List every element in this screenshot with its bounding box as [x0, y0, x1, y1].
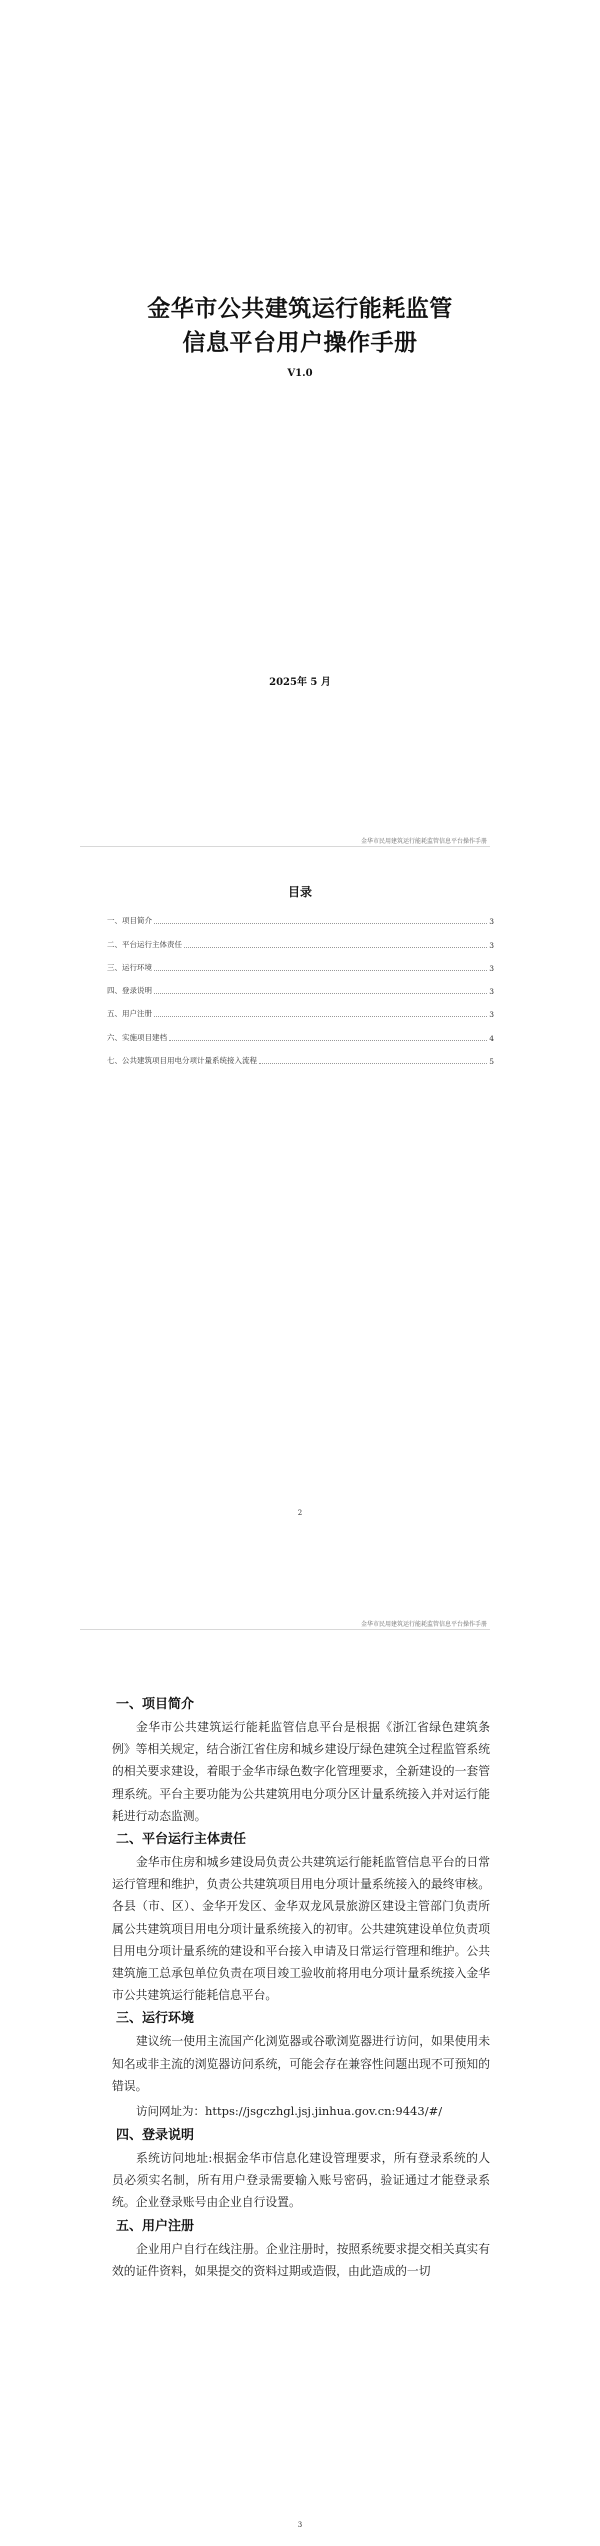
toc-entry-label: 四、登录说明 — [107, 986, 152, 996]
toc-leader — [184, 947, 487, 948]
toc-entry-label: 二、平台运行主体责任 — [107, 939, 182, 949]
toc-title: 目录 — [287, 885, 312, 899]
section-responsibility — [112, 1829, 490, 2006]
toc-entry[interactable] — [107, 950, 494, 973]
toc-leader — [154, 993, 487, 994]
toc-leader — [169, 1040, 487, 1041]
cover-version: V1.0 — [287, 368, 313, 379]
toc-leader — [154, 923, 487, 924]
access-url[interactable]: 访问网址为：https://jsgczhgl.jsj.jinhua.gov.cn:9443/#/ — [136, 2104, 443, 2119]
section-heading: 三、运行环境 — [116, 2011, 195, 2027]
header-rule — [80, 846, 490, 847]
cover-date: 2025年 5 月 — [269, 677, 331, 688]
toc-entry-page: 3 — [489, 940, 494, 950]
toc-entry-page: 4 — [489, 1033, 494, 1043]
toc-entry-page: 3 — [489, 1010, 494, 1020]
section-heading: 五、用户注册 — [116, 2218, 195, 2234]
section-paragraph: 金华市住房和城乡建设局负责公共建筑运行能耗监管信息平台的日常运行管理和维护，负责公共建筑项目用电分项计量系统接入的最终审核。各县（市、区）、金华开发区、金华双龙风景旅游区建设主管部门负责所属公共建筑项目用电分项计量系统接入的初审。公共建筑建设单位负责项目用电分项计量系统的建设和平台接入申请及日常运行管理和维护。公共建筑施工总承包单位负责在项目竣工验收前将用电分项计量系统接入金华市公共建筑运行能耗信息平台。 — [112, 1855, 490, 2003]
section-heading: 一、项目简介 — [116, 1697, 195, 1712]
page-number: 2 — [297, 1509, 303, 1517]
toc-entry[interactable] — [107, 996, 494, 1019]
section-login — [112, 2125, 490, 2214]
section-paragraph: 金华市公共建筑运行能耗监管信息平台是根据《浙江省绿色建筑条例》等相关规定，结合浙江省住房和城乡建设厅绿色建筑全过程监管系统的相关要求建设，着眼于金华市绿色数字化管理要求，全新建设的一套管理系统。平台主要功能为公共建筑用电分项分区计量系统接入并对运行能耗进行动态监测。 — [112, 1720, 490, 1823]
section-paragraph: 建议统一使用主流国产化浏览器或谷歌浏览器进行访问，如果使用未知名或非主流的浏览器访问系统，可能会存在兼容性问题出现不可预知的错误。 — [112, 2034, 490, 2093]
toc-entry-page: 3 — [489, 987, 494, 997]
toc-leader — [259, 1063, 487, 1064]
toc-entry[interactable] — [107, 1043, 494, 1066]
running-header: 金华市民用建筑运行能耗监管信息平台操作手册 — [360, 1621, 487, 1628]
cover-title-line-2: 信息平台用户操作手册 — [182, 329, 418, 356]
toc-entry-label: 三、运行环境 — [107, 962, 152, 972]
header-rule — [80, 1629, 490, 1630]
section-registration — [112, 2216, 490, 2282]
toc-entry-label: 六、实施项目建档 — [107, 1032, 167, 1042]
section-environment — [112, 2008, 490, 2123]
toc-entry[interactable] — [107, 1019, 494, 1042]
toc-entry[interactable] — [107, 973, 494, 996]
content-body — [112, 1694, 490, 2284]
toc-entry-label: 一、项目简介 — [107, 916, 152, 926]
section-project-intro — [112, 1694, 490, 1827]
toc-leader — [154, 970, 487, 971]
toc-entry-page: 3 — [489, 963, 494, 973]
page-number: 3 — [297, 2521, 303, 2529]
toc-entry[interactable] — [107, 903, 494, 926]
section-heading: 二、平台运行主体责任 — [116, 1832, 247, 1848]
toc-entry[interactable] — [107, 926, 494, 949]
toc-entry-page: 3 — [489, 917, 494, 927]
toc-entry-label: 七、公共建筑项目用电分项计量系统接入流程 — [107, 1056, 257, 1066]
section-paragraph: 系统访问地址:根据金华市信息化建设管理要求，所有登录系统的人员必须实名制，所有用户登录需要输入账号密码，验证通过才能登录系统。企业登录账号由企业自行设置。 — [112, 2151, 490, 2210]
section-paragraph: 企业用户自行在线注册。企业注册时，按照系统要求提交相关真实有效的证件资料，如果提交的资料过期或造假，由此造成的一切 — [112, 2241, 490, 2278]
section-heading: 四、登录说明 — [116, 2128, 195, 2144]
toc-entry-page: 5 — [489, 1057, 494, 1067]
toc-entry-label: 五、用户注册 — [107, 1009, 152, 1019]
toc-leader — [154, 1016, 487, 1017]
toc-list — [107, 903, 494, 1066]
cover-title-line-1: 金华市公共建筑运行能耗监管 — [147, 295, 453, 322]
running-header: 金华市民用建筑运行能耗监管信息平台操作手册 — [360, 838, 487, 845]
